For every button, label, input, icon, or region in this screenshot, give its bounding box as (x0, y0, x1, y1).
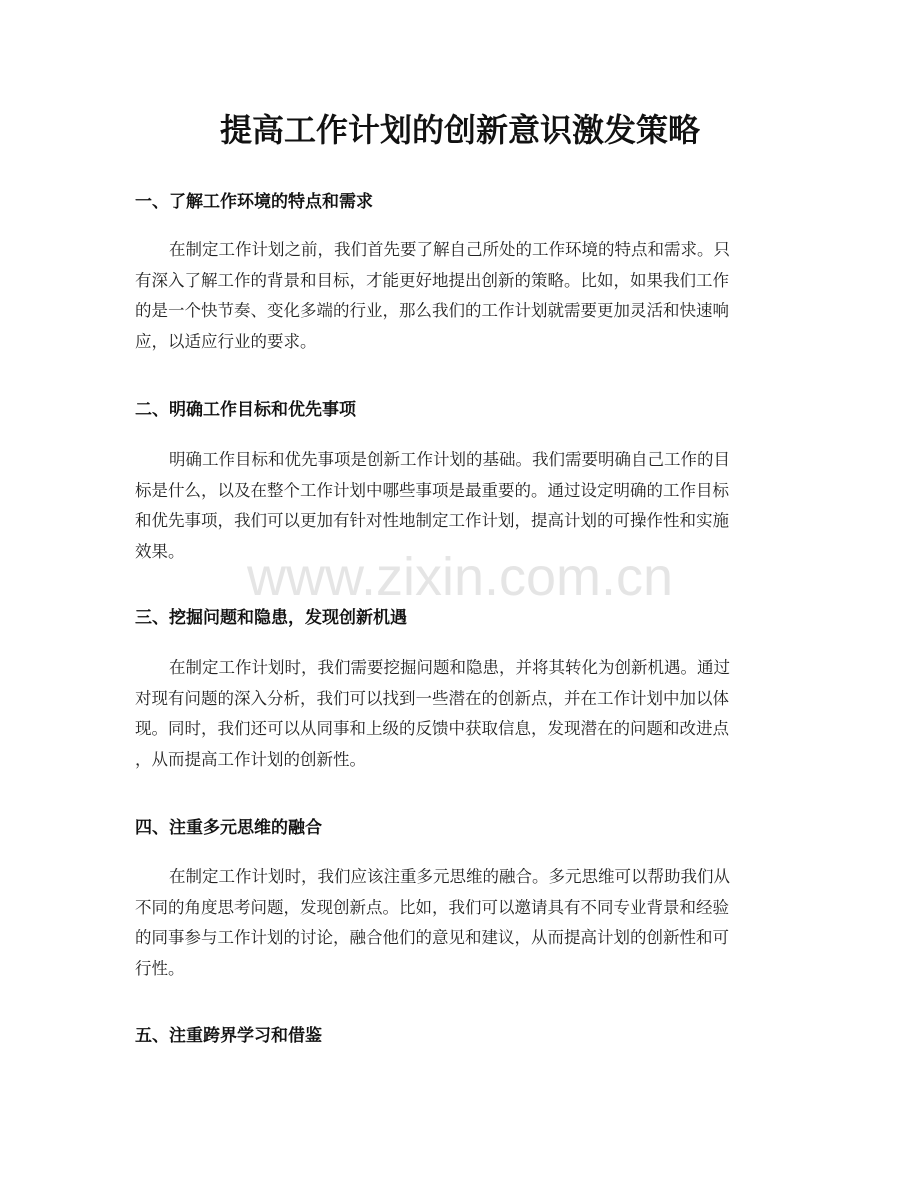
paragraph-line: 在制定工作计划之前，我们首先要了解自己所处的工作环境的特点和需求。只 (169, 240, 730, 259)
paragraph-line: ，从而提高工作计划的创新性。 (135, 749, 366, 769)
paragraph-line: 在制定工作计划时，我们需要挖掘问题和隐患，并将其转化为创新机遇。通过 (169, 658, 730, 677)
paragraph-line: 明确工作目标和优先事项是创新工作计划的基础。我们需要明确自己工作的目 (169, 450, 730, 469)
paragraph-line: 行性。 (135, 958, 185, 978)
section-2-heading: 二、明确工作目标和优先事项 (135, 400, 356, 420)
section-3-paragraph (135, 653, 787, 775)
paragraph-line: 对现有问题的深入分析，我们可以找到一些潜在的创新点，并在工作计划中加以体 (135, 688, 729, 708)
paragraph-line: 和优先事项，我们可以更加有针对性地制定工作计划，提高计划的可操作性和实施 (135, 511, 729, 530)
paragraph-line: 在制定工作计划时，我们应该注重多元思维的融合。多元思维可以帮助我们从 (169, 867, 730, 886)
paragraph-line: 标是什么，以及在整个工作计划中哪些事项是最重要的。通过设定明确的工作目标 (135, 480, 729, 500)
section-1-paragraph (135, 235, 787, 357)
section-4-heading: 四、注重多元思维的融合 (135, 818, 322, 838)
section-5-heading: 五、注重跨界学习和借鉴 (135, 1026, 322, 1046)
section-4-paragraph (135, 862, 787, 984)
section-2-paragraph (135, 445, 787, 567)
watermark-text: www.zixin.com.cn (246, 547, 674, 607)
paragraph-line: 的是一个快节奏、变化多端的行业，那么我们的工作计划就需要更加灵活和快速响 (135, 301, 729, 320)
paragraph-line: 有深入了解工作的背景和目标，才能更好地提出创新的策略。比如，如果我们工作 (135, 270, 729, 290)
paragraph-line: 现。同时，我们还可以从同事和上级的反馈中获取信息，发现潜在的问题和改进点 (135, 719, 729, 738)
paragraph-line: 效果。 (135, 541, 185, 561)
section-1-heading: 一、了解工作环境的特点和需求 (135, 192, 373, 212)
section-3-heading: 三、挖掘问题和隐患，发现创新机遇 (135, 608, 407, 628)
paragraph-line: 应，以适应行业的要求。 (135, 331, 317, 351)
document-title: 提高工作计划的创新意识激发策略 (219, 111, 700, 149)
paragraph-line: 的同事参与工作计划的讨论，融合他们的意见和建议，从而提高计划的创新性和可 (135, 928, 729, 947)
paragraph-line: 不同的角度思考问题，发现创新点。比如，我们可以邀请具有不同专业背景和经验 (135, 897, 729, 917)
